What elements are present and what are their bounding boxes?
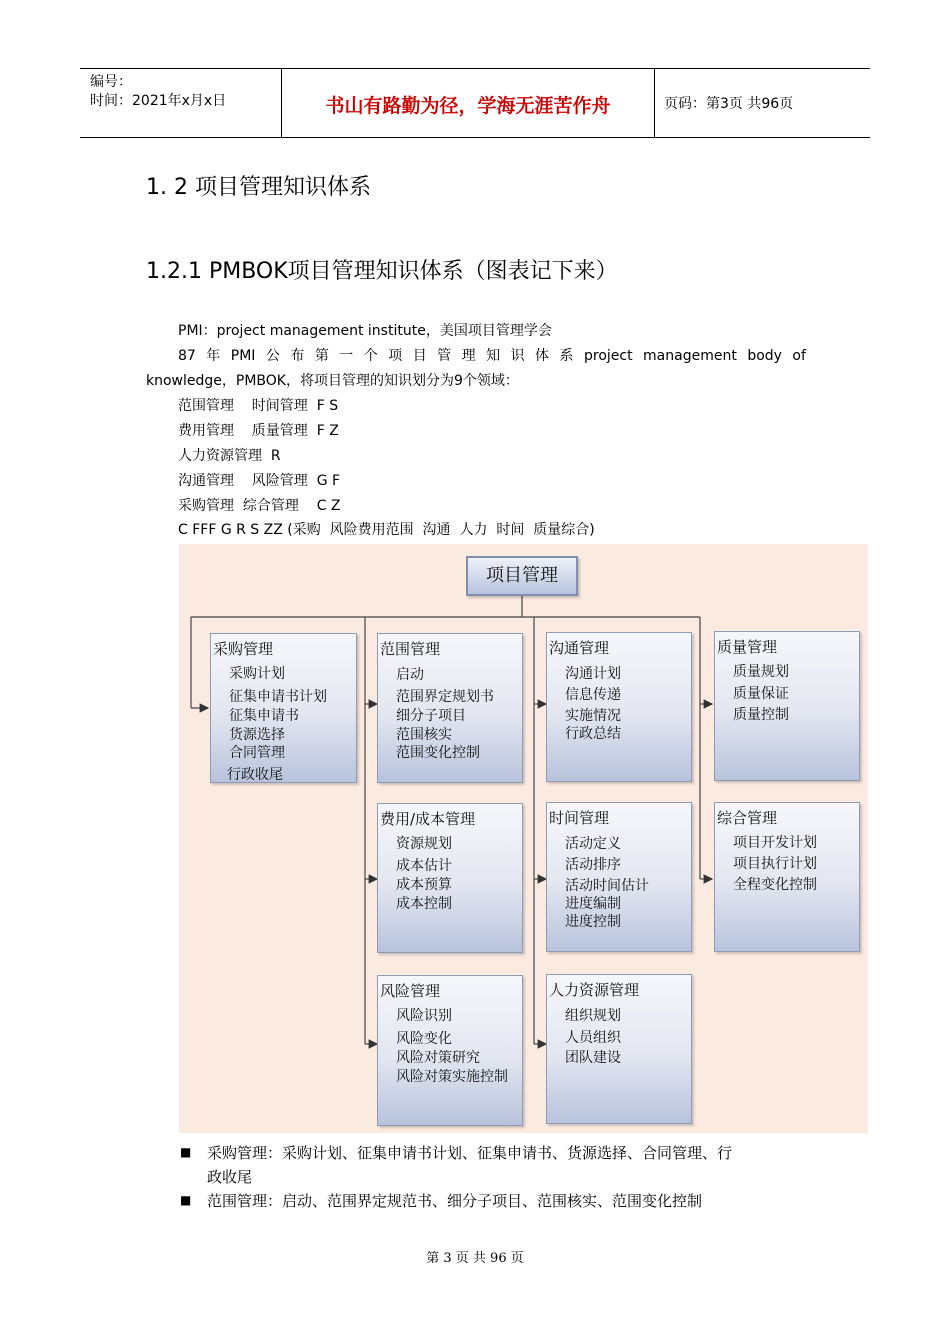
node-quality (714, 631, 860, 781)
body-line: 范围管理 时间管理 F S (178, 398, 339, 414)
node-item: 团队建设 (565, 1050, 621, 1066)
justified-word: 目 (412, 348, 427, 364)
node-procurement (210, 633, 357, 783)
body-line: PMI：project management institute，美国项目管理学会 (178, 323, 552, 339)
node-item: 风险对策实施控制 (396, 1069, 508, 1085)
justified-word: 一 (339, 348, 354, 364)
justified-word: 系 (559, 348, 574, 364)
justified-word: body (747, 348, 782, 364)
node-item: 成本估计 (396, 858, 452, 874)
justified-word: 年 (206, 348, 221, 364)
node-item: 项目开发计划 (733, 835, 817, 851)
node-cost (377, 803, 523, 953)
node-item: 成本预算 (396, 877, 452, 893)
node-item: 活动时间估计 (565, 878, 649, 894)
bullet-text: 范围管理：启动、范围界定规范书、细分子项目、范围核实、范围变化控制 (207, 1192, 703, 1210)
body-line-justified (178, 344, 806, 369)
node-item: 范围变化控制 (396, 745, 480, 761)
justified-word: 理 (461, 348, 476, 364)
node-item: 质量规划 (733, 664, 789, 680)
node-item: 组织规划 (565, 1008, 621, 1024)
node-item: 质量保证 (733, 686, 789, 702)
node-title: 人力资源管理 (549, 981, 640, 999)
body-line: C FFF G R S ZZ (采购 风险费用范围 沟通 人力 时间 质量综合) (178, 522, 595, 538)
node-item: 沟通计划 (565, 666, 621, 682)
node-title: 采购管理 (213, 640, 274, 658)
node-item: 活动排序 (565, 857, 621, 873)
page-header (80, 68, 870, 138)
node-title: 时间管理 (549, 809, 610, 827)
bullet-text: 采购管理：采购计划、征集申请书计划、征集申请书、货源选择、合同管理、行 (207, 1144, 733, 1162)
header-divider (654, 69, 655, 137)
node-scope (377, 633, 523, 783)
justified-word: management (643, 348, 737, 364)
node-title: 沟通管理 (549, 639, 610, 657)
node-title: 综合管理 (717, 809, 778, 827)
justified-word: 个 (363, 348, 378, 364)
justified-word: 87 (178, 348, 196, 364)
node-item: 合同管理 (229, 745, 285, 761)
header-page-info: 页码：第3页 共96页 (664, 96, 794, 112)
node-item: 质量控制 (733, 707, 789, 723)
node-hr (546, 974, 692, 1124)
node-item: 风险识别 (396, 1008, 452, 1024)
bullet-square-icon: ■ (180, 1145, 192, 1159)
justified-word: 布 (290, 348, 305, 364)
justified-word: 体 (535, 348, 550, 364)
header-motto: 书山有路勤为径，学海无涯苦作舟 (325, 95, 611, 117)
time-label: 时间：2021年x月x日 (90, 93, 227, 109)
bullet-square-icon: ■ (180, 1193, 192, 1207)
body-line: knowledge，PMBOK，将项目管理的知识划分为9个领域： (146, 373, 519, 389)
body-line: 费用管理 质量管理 F Z (178, 423, 339, 439)
node-item: 细分子项目 (396, 708, 466, 724)
node-item: 进度控制 (565, 914, 621, 930)
node-title: 质量管理 (717, 638, 778, 656)
node-item: 行政收尾 (227, 767, 283, 783)
justified-word: 识 (510, 348, 525, 364)
section-title: 1. 2 项目管理知识体系 (146, 175, 371, 200)
node-title: 风险管理 (380, 982, 441, 1000)
node-integration (714, 802, 860, 952)
node-item: 采购计划 (229, 666, 285, 682)
justified-word: 知 (486, 348, 501, 364)
body-line: 人力资源管理 R (178, 448, 281, 464)
justified-word: 管 (437, 348, 452, 364)
node-item: 货源选择 (229, 727, 285, 743)
bullet-text: 政收尾 (207, 1168, 253, 1186)
node-item: 成本控制 (396, 896, 452, 912)
node-item: 项目执行计划 (733, 856, 817, 872)
body-line: 采购管理 综合管理 C Z (178, 498, 341, 514)
node-time (546, 802, 692, 952)
node-item: 风险变化 (396, 1031, 452, 1047)
node-item: 人员组织 (565, 1030, 621, 1046)
node-item: 征集申请书计划 (229, 689, 327, 705)
justified-word: 公 (265, 348, 280, 364)
node-item: 行政总结 (565, 726, 621, 742)
pmbok-diagram (179, 544, 868, 1133)
root-node: 项目管理 (466, 556, 578, 596)
node-item: 风险对策研究 (396, 1050, 480, 1066)
justified-word: 第 (314, 348, 329, 364)
page-footer: 第 3 页 共 96 页 (426, 1251, 524, 1266)
justified-word: of (792, 348, 806, 364)
node-risk (377, 975, 523, 1126)
node-title: 范围管理 (380, 640, 441, 658)
justified-word: 项 (388, 348, 403, 364)
node-item: 信息传递 (565, 687, 621, 703)
node-item: 进度编制 (565, 896, 621, 912)
node-item: 启动 (396, 667, 424, 683)
node-item: 实施情况 (565, 708, 621, 724)
node-item: 范围界定规划书 (396, 689, 494, 705)
node-communication (546, 632, 692, 782)
subsection-title: 1.2.1 PMBOK项目管理知识体系（图表记下来） (146, 259, 618, 284)
node-item: 范围核实 (396, 727, 452, 743)
node-item: 资源规划 (396, 836, 452, 852)
node-item: 全程变化控制 (733, 877, 817, 893)
node-title: 费用/成本管理 (380, 810, 476, 828)
justified-word: project (583, 348, 633, 364)
header-left (90, 73, 226, 111)
node-item: 征集申请书 (229, 708, 299, 724)
justified-word: PMI (230, 348, 256, 364)
code-label: 编号： (90, 74, 132, 90)
node-item: 活动定义 (565, 836, 621, 852)
body-line: 沟通管理 风险管理 G F (178, 473, 341, 489)
